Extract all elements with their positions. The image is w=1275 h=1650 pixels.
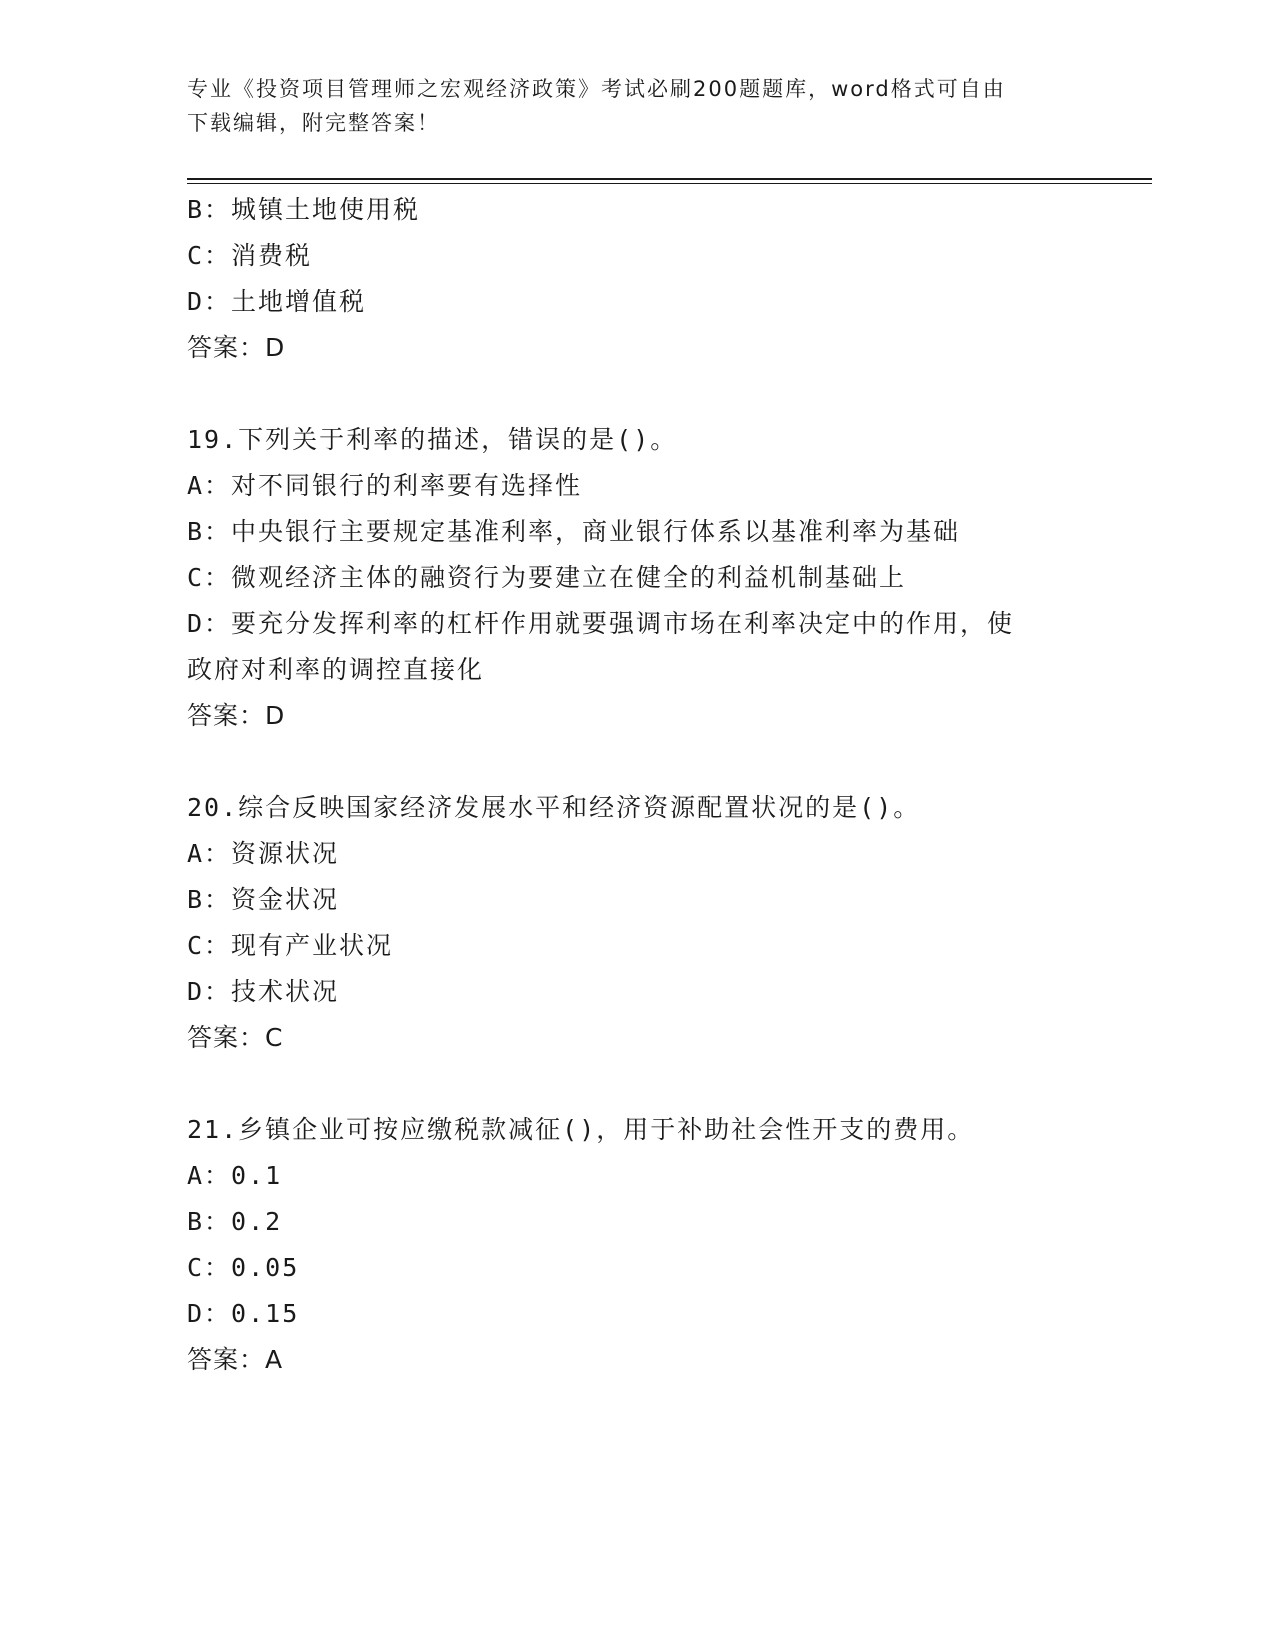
option-b: B：0.2 (187, 1207, 283, 1236)
option-d: D：0.15 (187, 1299, 300, 1328)
option-b: B：城镇土地使用税 (187, 195, 421, 224)
option-b: B：中央银行主要规定基准利率，商业银行体系以基准利率为基础 (187, 517, 961, 546)
answer: 答案：A (187, 1345, 284, 1374)
header-line-1: 专业《投资项目管理师之宏观经济政策》考试必刷200题题库，word格式可自由 (187, 77, 1006, 101)
question-stem: 21.乡镇企业可按应缴税款减征()，用于补助社会性开支的费用。 (187, 1115, 975, 1144)
option-c: C：消费税 (187, 241, 313, 270)
option-a: A：0.1 (187, 1161, 283, 1190)
option-d-continued: 政府对利率的调控直接化 (187, 655, 485, 684)
header-divider-thin (187, 183, 1152, 184)
option-c: C：0.05 (187, 1253, 300, 1282)
question-20 (187, 785, 1087, 1061)
option-a: A：对不同银行的利率要有选择性 (187, 471, 583, 500)
option-d: D：土地增值税 (187, 287, 367, 316)
option-d: D：技术状况 (187, 977, 340, 1006)
option-b: B：资金状况 (187, 885, 340, 914)
header-divider-thick (187, 178, 1152, 180)
question-stem: 20.综合反映国家经济发展水平和经济资源配置状况的是()。 (187, 793, 921, 822)
document-body (187, 187, 1087, 1383)
answer: 答案：C (187, 1023, 284, 1052)
answer: 答案：D (187, 333, 286, 362)
option-c: C：微观经济主体的融资行为要建立在健全的利益机制基础上 (187, 563, 907, 592)
option-a: A：资源状况 (187, 839, 340, 868)
option-d: D：要充分发挥利率的杠杆作用就要强调市场在利率决定中的作用，使 (187, 609, 1015, 638)
answer: 答案：D (187, 701, 286, 730)
document-header (187, 72, 1067, 140)
option-c: C：现有产业状况 (187, 931, 394, 960)
question-stem: 19.下列关于利率的描述，错误的是()。 (187, 425, 678, 454)
question-19 (187, 417, 1087, 739)
question-21 (187, 1107, 1087, 1383)
question-18-continued (187, 187, 1087, 371)
header-line-2: 下载编辑，附完整答案！ (187, 111, 440, 135)
